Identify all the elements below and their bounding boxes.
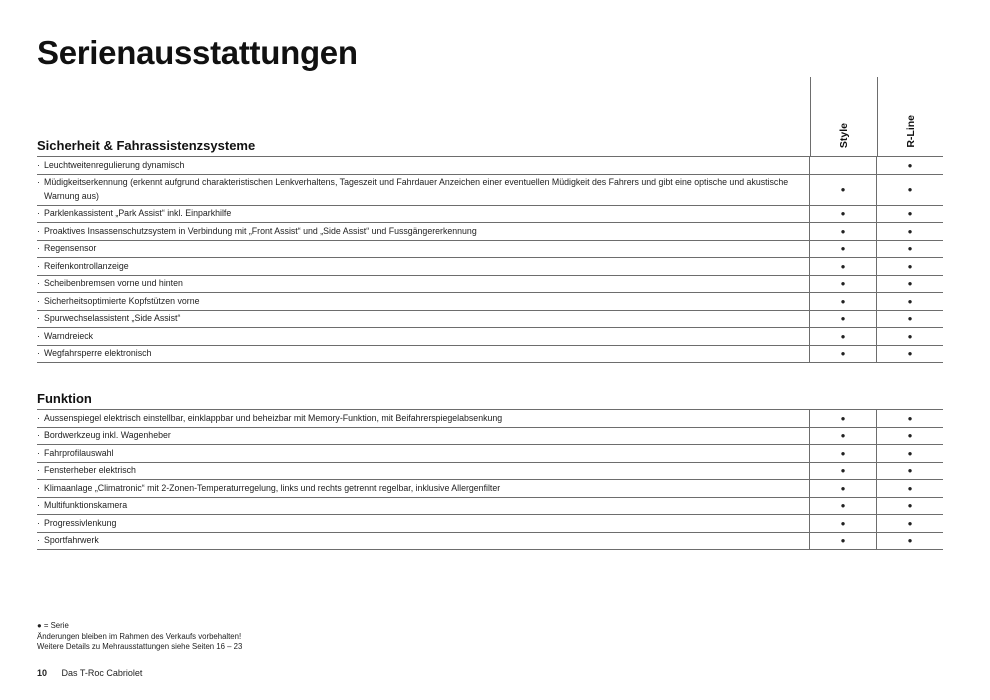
details-note: Weitere Details zu Mehrausstattungen siehe Seiten 16 – 23 — [37, 642, 243, 651]
feature-label: Proaktives Insassenschutzsystem in Verbindung mit „Front Assist“ und „Side Assist“ und Fussgängererkennung — [44, 225, 477, 236]
style-availability: ● — [809, 515, 876, 532]
row-text — [37, 223, 809, 240]
bullet-icon: · — [37, 465, 40, 475]
style-availability: ● — [809, 410, 876, 427]
bullet-icon: · — [37, 225, 40, 236]
rline-availability: ● — [876, 498, 943, 515]
rline-availability: ● — [876, 328, 943, 345]
row-text — [37, 311, 809, 328]
row-text — [37, 241, 809, 258]
rline-availability: ● — [876, 175, 943, 205]
legend: ● = Serie — [37, 621, 69, 630]
row-text — [37, 346, 809, 363]
row-text — [37, 480, 809, 497]
table-row — [37, 311, 943, 329]
bullet-icon: · — [37, 348, 40, 358]
table-row — [37, 463, 943, 481]
bullet-icon: · — [37, 535, 40, 545]
row-text — [37, 293, 809, 310]
row-text — [37, 515, 809, 532]
column-header-rline: R-Line — [905, 115, 917, 148]
table-row — [37, 445, 943, 463]
bullet-icon: · — [37, 412, 40, 423]
style-availability — [809, 157, 876, 174]
bullet-icon: · — [37, 500, 40, 510]
rline-availability: ● — [876, 241, 943, 258]
row-text — [37, 533, 809, 550]
rline-availability: ● — [876, 515, 943, 532]
bullet-icon: · — [37, 430, 40, 440]
footnotes — [37, 621, 242, 653]
feature-label: Regensensor — [44, 243, 97, 253]
table-row — [37, 157, 943, 175]
rline-availability: ● — [876, 463, 943, 480]
style-availability: ● — [809, 258, 876, 275]
document-title: Das T-Roc Cabriolet — [61, 668, 143, 678]
rline-availability: ● — [876, 346, 943, 363]
bullet-icon: · — [37, 295, 40, 306]
style-availability: ● — [809, 533, 876, 550]
row-text — [37, 463, 809, 480]
rline-availability: ● — [876, 533, 943, 550]
feature-label: Parklenkassistent „Park Assist“ inkl. Einparkhilfe — [44, 208, 232, 218]
table-row — [37, 498, 943, 516]
style-availability: ● — [809, 206, 876, 223]
bullet-icon: · — [37, 260, 40, 271]
bullet-icon: · — [37, 278, 40, 288]
bullet-icon: · — [37, 177, 40, 187]
row-text — [37, 206, 809, 223]
table-row — [37, 480, 943, 498]
page-footer — [37, 668, 142, 678]
rline-availability: ● — [876, 276, 943, 293]
rline-availability: ● — [876, 223, 943, 240]
style-availability: ● — [809, 223, 876, 240]
bullet-icon: · — [37, 447, 40, 458]
feature-list — [37, 410, 943, 550]
style-availability: ● — [809, 498, 876, 515]
row-text — [37, 428, 809, 445]
bullet-icon: · — [37, 330, 40, 341]
rline-availability: ● — [876, 258, 943, 275]
bullet-icon: · — [37, 313, 40, 323]
rline-availability: ● — [876, 445, 943, 462]
feature-label: Müdigkeitserkennung (erkennt aufgrund charakteristischen Lenkverhaltens, Tageszeit und Fahrdauer Anzeichen einer eventuellen Müdigkeit des Fahrers und gibt eine optische und akustische Warnung aus) — [44, 177, 789, 201]
row-text — [37, 175, 809, 205]
bullet-icon: · — [37, 243, 40, 253]
feature-label: Sportfahrwerk — [44, 535, 99, 545]
section-function — [37, 389, 943, 550]
page-number: 10 — [37, 668, 48, 678]
disclaimer: Änderungen bleiben im Rahmen des Verkaufs vorbehalten! — [37, 631, 242, 641]
row-text — [37, 328, 809, 345]
table-row — [37, 346, 943, 364]
feature-label: Aussenspiegel elektrisch einstellbar, einklappbar und beheizbar mit Memory-Funktion, mit Beifahrerspiegelabsenkung — [44, 412, 503, 423]
table-row — [37, 241, 943, 259]
table-row — [37, 276, 943, 294]
column-header-style: Style — [838, 122, 850, 148]
style-availability: ● — [809, 293, 876, 310]
rline-availability: ● — [876, 157, 943, 174]
row-text — [37, 445, 809, 462]
table-row — [37, 328, 943, 346]
style-availability: ● — [809, 276, 876, 293]
table-row — [37, 258, 943, 276]
section-title: Funktion — [37, 389, 943, 410]
rline-availability: ● — [876, 293, 943, 310]
style-availability: ● — [809, 241, 876, 258]
style-availability: ● — [809, 346, 876, 363]
bullet-icon: · — [37, 159, 40, 170]
row-text — [37, 157, 809, 174]
rline-availability: ● — [876, 311, 943, 328]
rline-availability: ● — [876, 428, 943, 445]
feature-label: Leuchtweitenregulierung dynamisch — [44, 159, 185, 170]
feature-label: Sicherheitsoptimierte Kopfstützen vorne — [44, 295, 200, 306]
feature-list — [37, 157, 943, 363]
style-availability: ● — [809, 480, 876, 497]
rline-availability: ● — [876, 206, 943, 223]
table-row — [37, 533, 943, 551]
style-availability: ● — [809, 328, 876, 345]
table-row — [37, 410, 943, 428]
row-text — [37, 258, 809, 275]
rline-availability: ● — [876, 480, 943, 497]
page-title: Serienausstattungen — [37, 34, 358, 71]
table-row — [37, 293, 943, 311]
bullet-icon: · — [37, 517, 40, 528]
table-row — [37, 515, 943, 533]
feature-label: Fahrprofilauswahl — [44, 447, 114, 458]
table-row — [37, 428, 943, 446]
table-row — [37, 175, 943, 206]
style-availability: ● — [809, 445, 876, 462]
style-availability: ● — [809, 311, 876, 328]
feature-label: Wegfahrsperre elektronisch — [44, 348, 152, 358]
table-row — [37, 223, 943, 241]
style-availability: ● — [809, 463, 876, 480]
feature-label: Warndreieck — [44, 330, 94, 341]
bullet-icon: · — [37, 482, 40, 493]
feature-label: Bordwerkzeug inkl. Wagenheber — [44, 430, 171, 440]
feature-label: Multifunktionskamera — [44, 500, 128, 510]
feature-label: Reifenkontrollanzeige — [44, 260, 129, 271]
style-availability: ● — [809, 175, 876, 205]
row-text — [37, 276, 809, 293]
rline-availability: ● — [876, 410, 943, 427]
style-availability: ● — [809, 428, 876, 445]
section-title: Sicherheit & Fahrassistenzsysteme — [37, 136, 943, 157]
feature-label: Scheibenbremsen vorne und hinten — [44, 278, 183, 288]
row-text — [37, 410, 809, 427]
bullet-icon: · — [37, 208, 40, 218]
row-text — [37, 498, 809, 515]
feature-label: Fensterheber elektrisch — [44, 465, 136, 475]
section-safety — [37, 136, 943, 363]
feature-label: Progressivlenkung — [44, 517, 117, 528]
feature-label: Spurwechselassistent „Side Assist“ — [44, 313, 181, 323]
feature-label: Klimaanlage „Climatronic“ mit 2-Zonen-Temperaturregelung, links und rechts getrennt regelbar, inklusive Allergenfilter — [44, 482, 501, 493]
table-row — [37, 206, 943, 224]
